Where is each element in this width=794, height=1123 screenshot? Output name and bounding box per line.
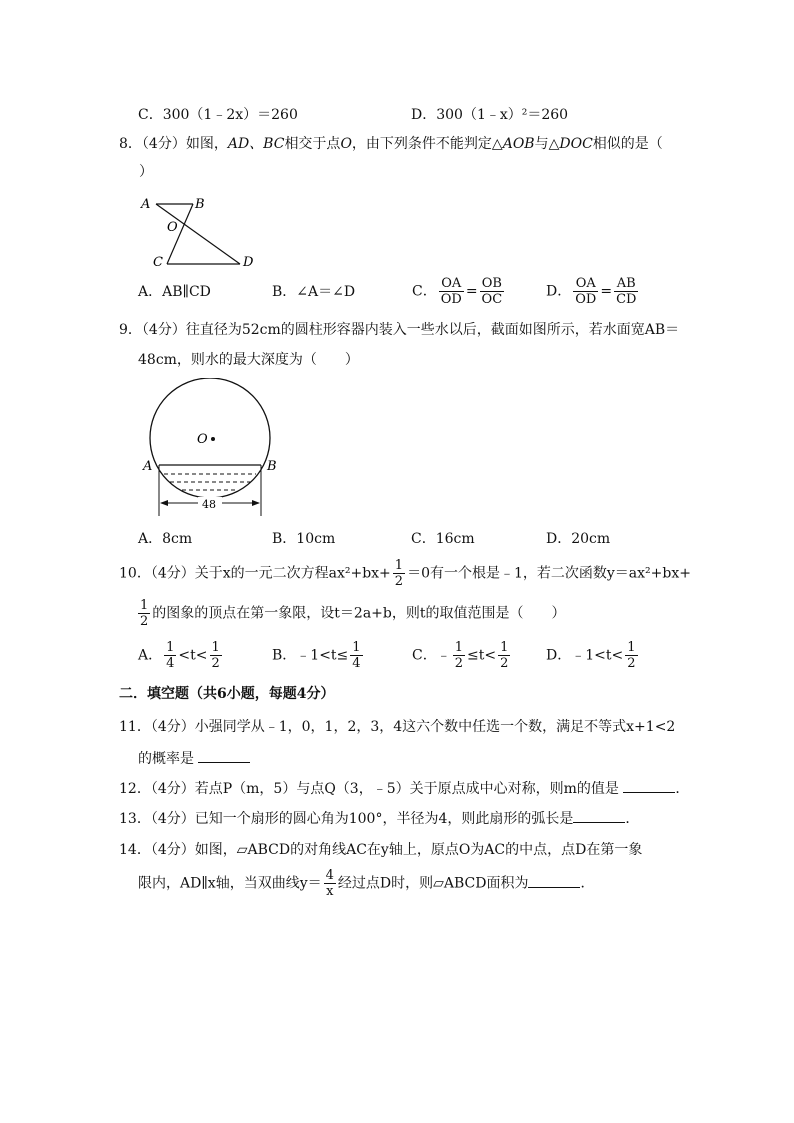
- q9-option-d: D．20cm: [546, 531, 611, 547]
- section-heading-fill-in: 二．填空题（共6小题，每题4分）: [119, 686, 335, 702]
- q10-option-a: A． $\frac{1}{4}$ <t< $\frac{1}{2}$: [138, 640, 220, 671]
- q8-label-b: B: [195, 197, 205, 212]
- q8-label-d: D: [243, 255, 254, 270]
- q9-label-a: A: [143, 459, 153, 474]
- q9-option-a: A．8cm: [138, 531, 193, 547]
- q10-stem-line1: 10．（4分）关于x的一元二次方程ax²+bx+ $\frac{1}{2}$ ＝0有一个根是﹣1，若二次函数y＝ax²+bx+: [119, 558, 691, 589]
- q8-label-o: O: [167, 220, 178, 235]
- q8-option-d: D． $\frac{OA}{OD}$ = $\frac{AB}{CD}$: [546, 276, 637, 307]
- q11-stem-line2: 的概率是: [138, 748, 250, 769]
- q10-option-b: B．﹣1<t≤ $\frac{1}{4}$: [272, 640, 361, 671]
- q9-option-b: B．10cm: [272, 531, 336, 547]
- q9-label-b: B: [267, 459, 277, 474]
- q8-figure: [135, 192, 265, 272]
- q8-label-c: C: [153, 255, 163, 270]
- q9-figure: [138, 378, 288, 518]
- q12-answer-blank[interactable]: [623, 778, 675, 793]
- q14-stem-line2: 限内，AD∥x轴，当双曲线y＝ $\frac{4}{x}$ 经过点D时，则▱ABCD面积为 ．: [138, 868, 595, 899]
- q13-answer-blank[interactable]: [573, 808, 625, 823]
- q8-option-a: A．AB∥CD: [138, 284, 211, 300]
- q8-option-b: B．∠A＝∠D: [272, 284, 356, 300]
- q7-option-d: D．300（1﹣x）²＝260: [411, 107, 569, 123]
- q14-answer-blank[interactable]: [528, 873, 580, 888]
- q8-close-paren: ）: [139, 164, 153, 180]
- q12-stem: 12．（4分）若点P（m，5）与点Q（3，﹣5）关于原点成中心对称，则m的值是 ．: [119, 778, 689, 799]
- q9-label-width: 48: [202, 498, 216, 511]
- q14-stem-line1: 14．（4分）如图，▱ABCD的对角线AC在y轴上，原点O为AC的中点，点D在第一象: [119, 842, 643, 858]
- q9-label-o: O: [197, 432, 208, 447]
- q10-option-d: D．﹣1<t< $\frac{1}{2}$: [546, 640, 636, 671]
- q7-option-c: C．300（1﹣2x）＝260: [138, 107, 298, 123]
- q8-option-c: C． $\frac{OA}{OD}$ = $\frac{OB}{OC}$: [412, 276, 503, 307]
- q13-stem: 13．（4分）已知一个扇形的圆心角为100°，半径为4，则此扇形的弧长是 ．: [119, 808, 639, 829]
- q9-option-c: C．16cm: [411, 531, 475, 547]
- q9-stem-line1: 9．（4分）往直径为52cm的圆柱形容器内装入一些水以后，截面如图所示，若水面宽AB＝: [119, 322, 680, 338]
- q8-stem: 8．（4分）如图，AD、BC相交于点O，由下列条件不能判定△AOB与△DOC相似的是（: [119, 136, 663, 152]
- q8-label-a: A: [141, 197, 151, 212]
- q11-stem-line1: 11．（4分）小强同学从﹣1，0，1，2，3，4这六个数中任选一个数，满足不等式x+1<2: [119, 719, 676, 735]
- q10-option-c: C．﹣ $\frac{1}{2}$ ≤t< $\frac{1}{2}$: [412, 640, 509, 671]
- q11-answer-blank[interactable]: [198, 748, 250, 763]
- q10-stem-line2: $\frac{1}{2}$ 的图象的顶点在第一象限，设t＝2a+b，则t的取值范围是（ ）: [140, 598, 566, 629]
- q9-stem-line2: 48cm，则水的最大深度为（ ）: [138, 352, 359, 368]
